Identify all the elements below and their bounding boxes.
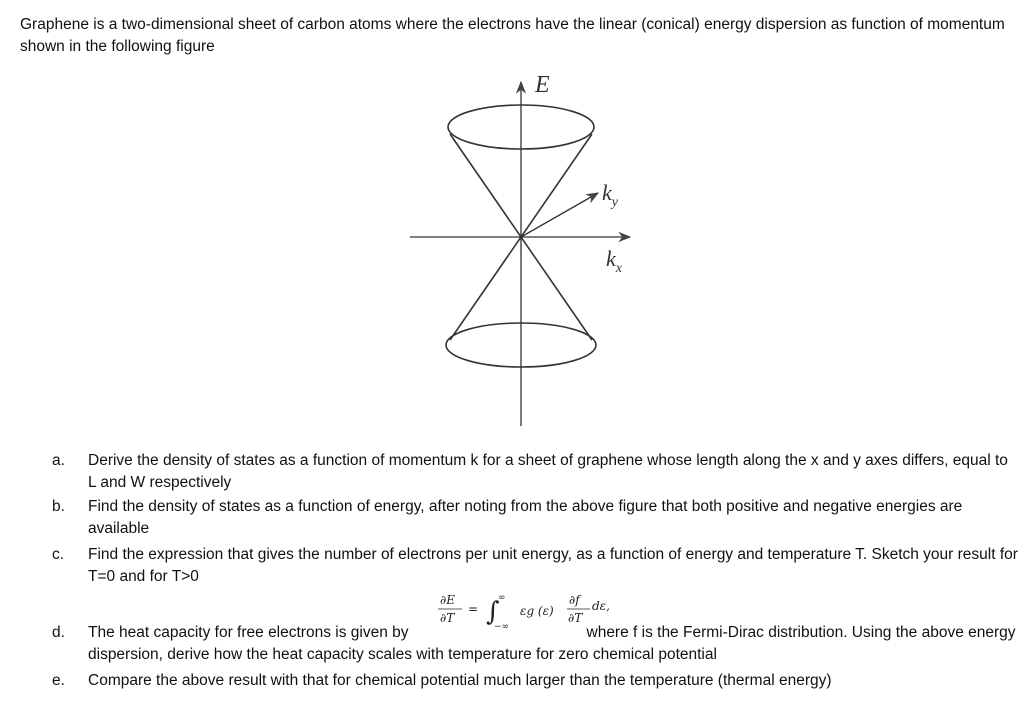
axis-label-ky: $k_y$ [602,180,618,210]
svg-text:εg (ε): εg (ε) [520,604,554,618]
svg-text:∂f: ∂f [569,593,580,607]
ky-axis [521,193,598,237]
svg-text:∂T: ∂T [568,611,583,625]
cone-diagram [390,70,660,440]
svg-text:∂E: ∂E [440,593,455,607]
svg-text:∫: ∫ [486,597,500,627]
svg-text:∞: ∞ [498,593,506,603]
svg-text:−∞: −∞ [494,622,510,632]
axis-label-e: E [535,72,550,98]
svg-text:∂T: ∂T [440,611,455,625]
question-d-before: The heat capacity for free electrons is given by [88,624,409,641]
svg-text:=: = [468,602,479,616]
cone-dispersion-figure [390,70,660,440]
question-d-after: where f is the Fermi-Dirac distribution. Using the above energy dispersion, derive how the heat capacity scales with temperature for zero chemical potential [88,624,1016,663]
intro-paragraph: Graphene is a two-dimensional sheet of carbon atoms where the electrons have the linear (conical) energy dispersion as function of momentum shown in the following figure [20,16,1005,55]
svg-text:dε,: dε, [592,599,610,613]
axis-label-kx: $k_x$ [606,246,622,276]
